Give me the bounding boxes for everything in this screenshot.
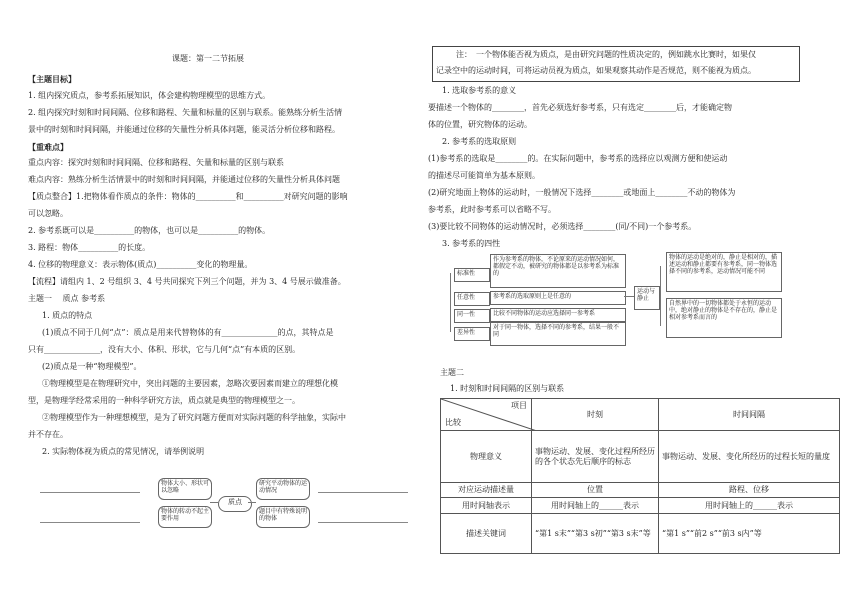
- principle-1-cont: 的描述尽可能简单为基本原则。: [428, 171, 540, 180]
- key-heading: 【重难点】: [28, 142, 68, 152]
- header-moment: 时刻: [532, 399, 659, 431]
- answer-blank: [318, 492, 408, 493]
- row-label: 用时间轴表示: [441, 498, 532, 514]
- cell: “第1 s末”“第3 s初”“第3 s末”等: [532, 514, 659, 554]
- flow-instruction: 【流程】请组内 1、2 号组织 3、4 号共同探究下列三个问题，并为 3、4 号展示做准备。: [28, 277, 346, 286]
- table-row: [441, 431, 840, 483]
- four-properties-heading: 3. 参考系的四性: [442, 239, 501, 248]
- summary-2: 2. 参考系既可以是__________的物体，也可以是__________的物体。: [28, 226, 271, 235]
- property-arbitrary: 任意性: [454, 292, 490, 306]
- particle-center-node: 质点: [218, 496, 252, 512]
- page-title: 课题：第一二节拓展: [172, 54, 244, 63]
- cell: 用时间轴上的______表示: [532, 498, 659, 514]
- summary-3: 3. 路程：物体__________的长度。: [28, 243, 151, 252]
- table-header-row: [441, 399, 840, 431]
- cell: 事物运动、发展、变化过程所经历的各个状态先后顺序的标志: [532, 431, 659, 483]
- case-rotation-minor: 物体的转动不起主要作用: [158, 506, 212, 528]
- answer-blank: [40, 522, 140, 523]
- moment-interval-heading: 1. 时刻和时间间隔的区别与联系: [450, 384, 565, 393]
- summary-1: 【质点整合】1.把物体看作质点的条件：物体的__________和__________对研究问题的影响: [28, 192, 348, 201]
- rest-relative-desc: 自然界中的一切物体都处于永恒的运动中，绝对静止的物体是不存在的，静止是相对参考系而言的: [666, 298, 782, 338]
- goal-heading: 【主题目标】: [28, 74, 76, 84]
- goal-2-cont: 景中的时刻和时间间隔，并能通过位移的矢量性分析具体问题，能灵活分析位移和路程。: [28, 125, 340, 134]
- topic-2-heading: 主题二: [440, 368, 464, 377]
- row-label: 对应运动描述量: [441, 483, 532, 498]
- goal-2: 2. 组内探究时刻和时间间隔、位移和路程、矢量和标量的区别与联系。能熟练分析生活情: [28, 108, 343, 117]
- principle-2-cont: 参考系，此时参考系可以省略不写。: [428, 205, 556, 214]
- header-interval: 时间间隔: [659, 399, 840, 431]
- table-row: [441, 514, 840, 554]
- connector: [248, 502, 256, 503]
- principle-2: (2)研究地面上物体的运动时，一般情况下选择________或地面上________不动的物体为: [428, 188, 736, 197]
- summary-1-cont: 可以忽略。: [28, 209, 68, 218]
- property-standard-desc: 作为参考系的物体，不论原来的运动情况如何，都假定不动，被研究的物体都是以参考系为标准的: [490, 254, 626, 288]
- case-shape-negligible: 物体大小、形状可以忽略: [158, 478, 212, 500]
- property-uniformity-desc: 比较不同物体的运动应选择同一参考系: [490, 308, 626, 322]
- topic-1-heading: 主题一 质点 参考系: [28, 294, 106, 303]
- case-special-note: 题目中有特殊说明的物体: [256, 506, 310, 528]
- row-label: 物理意义: [441, 431, 532, 483]
- goal-1: 1. 组内探究质点，参考系拓展知识，体会建构物理模型的思维方式。: [28, 91, 271, 100]
- summary-4: 4. 位移的物理意义：表示物体(质点)__________变化的物理量。: [28, 260, 253, 269]
- principle-3: (3)要比较不同物体的运动情况时，必须选择________(同/不同)一个参考系。: [428, 222, 697, 231]
- particle-features: 1. 质点的特点: [42, 311, 93, 320]
- connector: [450, 273, 451, 332]
- particle-feature-1-cont: 只有______________，没有大小、体积、形状，它与几何“点”有本质的区别。: [28, 345, 301, 354]
- particle-feature-2: (2)质点是一种“物理模型”。: [42, 362, 142, 371]
- model-point-1: ①物理模型是在物理研究中，突出问题的主要因素，忽略次要因素而建立的理想化模: [42, 379, 338, 388]
- model-point-1-cont: 型，是物理学经常采用的一种科学研究方法，质点就是典型的物理模型之一。: [28, 396, 300, 405]
- model-point-2-cont: 并不存在。: [28, 430, 68, 439]
- table-row: [441, 483, 840, 498]
- note-line-1: 注： 一个物体能否视为质点，是由研究问题的性质决定的，例如跳水比赛时，如果仅: [456, 50, 756, 59]
- principle-1: (1)参考系的选取是________的。在实际问题中，参考系的选择应以观测方便和使运动: [428, 154, 728, 163]
- cell: 事物运动、发展、变化所经历的过程长短的量度: [659, 431, 840, 483]
- connector: [210, 502, 218, 503]
- note-line-2: 记录空中的运动时间，可将运动员视为质点，如果观察其动作是否规范，则不能视为质点。: [436, 66, 756, 75]
- property-standard: 标准性: [454, 268, 490, 282]
- property-uniformity: 同一性: [454, 309, 490, 323]
- table-corner-cell: [441, 399, 532, 431]
- property-difference-desc: 对于同一物体，选择不同的参考系，结果一般不同: [490, 322, 626, 346]
- property-difference: 差异性: [454, 327, 490, 341]
- answer-blank: [318, 522, 408, 523]
- row-label: 描述关键词: [441, 514, 532, 554]
- ref-frame-meaning: 1. 选取参考系的意义: [442, 86, 517, 95]
- header-item: 项目: [511, 401, 527, 410]
- property-arbitrary-desc: 参考系的选取原则上是任意的: [490, 291, 626, 305]
- cell: 用时间轴上的______表示: [659, 498, 840, 514]
- ref-frame-meaning-cont: 体的位置，研究物体的运动。: [428, 120, 532, 129]
- answer-blank: [40, 492, 140, 493]
- particle-cases-question: 2. 实际物体视为质点的常见情况，请举例说明: [42, 447, 205, 456]
- connector: [660, 266, 661, 326]
- model-point-2: ②物理模型作为一种理想模型，是为了研究问题方便而对实际问题的科学抽象，实际中: [42, 413, 346, 422]
- connector: [624, 296, 634, 297]
- ref-frame-principles: 2. 参考系的选取原则: [442, 137, 517, 146]
- header-compare: 比较: [445, 418, 461, 427]
- motion-absolute-desc: 物体的运动是绝对的，静止是相对的，描述运动和静止都要有参考系，同一物体选择不同的参考系，运动情况可能不同: [666, 252, 782, 292]
- cell: 位置: [532, 483, 659, 498]
- table-row: [441, 498, 840, 514]
- difficult-point: 难点内容：熟练分析生活情景中的时刻和时间间隔，并能通过位移的矢量性分析具体问题: [28, 175, 340, 184]
- ref-frame-meaning-text: 要描述一个物体的________，首先必须选好参考系，只有选定________后，才能确定物: [428, 103, 732, 112]
- motion-rest-node: 运动与静止: [634, 286, 660, 310]
- cell: 路程、位移: [659, 483, 840, 498]
- moment-interval-table: [440, 398, 840, 554]
- case-translation: 研究平动物体的运动情况: [256, 478, 310, 500]
- key-point: 重点内容：探究时刻和时间间隔、位移和路程、矢量和标量的区别与联系: [28, 158, 284, 167]
- cell: “第1 s”“前2 s”“前3 s内”等: [659, 514, 840, 554]
- particle-feature-1: (1)质点不同于几何“点”：质点是用来代替物体的有______________的点，其特点是: [42, 328, 334, 337]
